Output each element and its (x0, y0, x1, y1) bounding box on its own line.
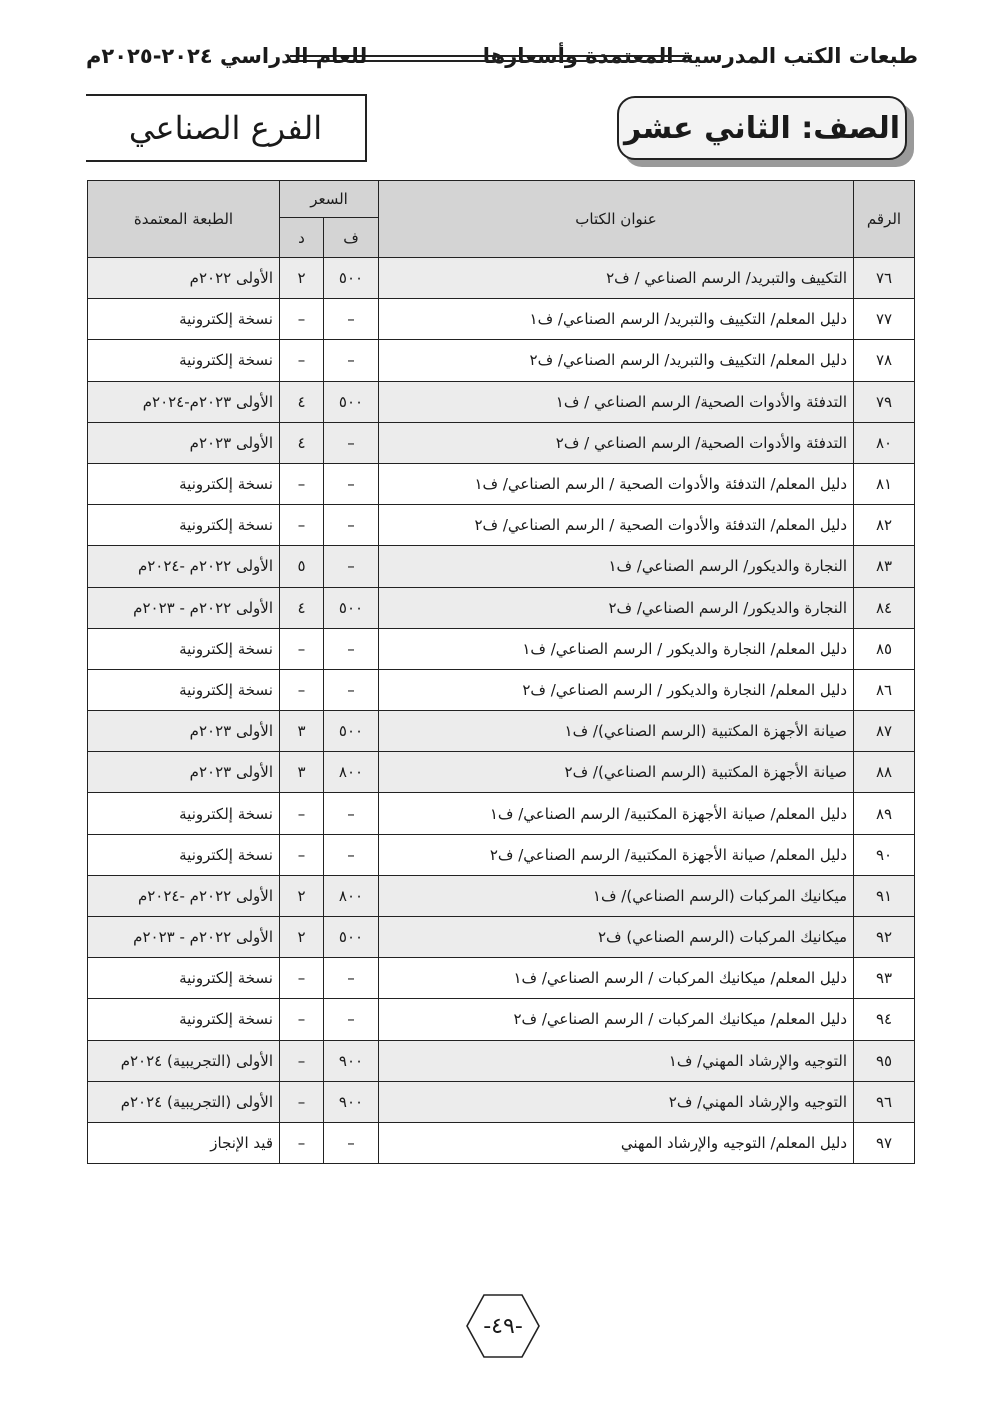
table-row (88, 917, 915, 958)
table-row (88, 258, 915, 299)
approved-edition: الأولى ٢٠٢٣م-٢٠٢٤م (88, 381, 280, 422)
approved-edition: نسخة إلكترونية (88, 340, 280, 381)
price-fils: – (324, 669, 379, 710)
row-number: ٧٧ (854, 299, 915, 340)
page-number (466, 1294, 540, 1358)
table-row (88, 299, 915, 340)
row-number: ٧٨ (854, 340, 915, 381)
approved-edition: الأولى (التجريبية) ٢٠٢٤م (88, 1081, 280, 1122)
price-dinar: ٥ (280, 546, 324, 587)
row-number: ٩٥ (854, 1040, 915, 1081)
approved-edition: الأولى ٢٠٢٢م - ٢٠٢٣م (88, 587, 280, 628)
row-number: ٩٦ (854, 1081, 915, 1122)
row-number: ٨٨ (854, 752, 915, 793)
book-title: التدفئة والأدوات الصحية/ الرسم الصناعي / ف٢ (379, 422, 854, 463)
price-dinar: – (280, 1081, 324, 1122)
price-dinar: – (280, 1122, 324, 1163)
price-fils: ٥٠٠ (324, 381, 379, 422)
table-row (88, 463, 915, 504)
price-dinar: ٤ (280, 381, 324, 422)
price-dinar: – (280, 505, 324, 546)
grade-label (617, 96, 907, 160)
book-title: التدفئة والأدوات الصحية/ الرسم الصناعي / ف١ (379, 381, 854, 422)
price-dinar: – (280, 834, 324, 875)
price-dinar: – (280, 340, 324, 381)
approved-edition: الأولى ٢٠٢٢م - ٢٠٢٣م (88, 917, 280, 958)
row-number: ٩٢ (854, 917, 915, 958)
row-number: ٩١ (854, 875, 915, 916)
header-price: السعر (280, 181, 379, 218)
row-number: ٧٦ (854, 258, 915, 299)
header-price-fils: ف (324, 218, 379, 258)
price-dinar: ٢ (280, 258, 324, 299)
row-number: ٨٧ (854, 711, 915, 752)
price-dinar: ٤ (280, 587, 324, 628)
approved-edition: نسخة إلكترونية (88, 669, 280, 710)
approved-edition: نسخة إلكترونية (88, 628, 280, 669)
book-title: ميكانيك المركبات (الرسم الصناعي)/ ف١ (379, 875, 854, 916)
book-title: دليل المعلم/ التدفئة والأدوات الصحية / الرسم الصناعي/ ف٢ (379, 505, 854, 546)
book-title: دليل المعلم/ صيانة الأجهزة المكتبية/ الرسم الصناعي/ ف١ (379, 793, 854, 834)
price-fils: – (324, 958, 379, 999)
approved-edition: نسخة إلكترونية (88, 463, 280, 504)
table-row (88, 340, 915, 381)
price-fils: ٥٠٠ (324, 917, 379, 958)
price-dinar: – (280, 1040, 324, 1081)
row-number: ٨٦ (854, 669, 915, 710)
academic-year: للعام الدراسي ٢٠٢٤-٢٠٢٥م (86, 44, 368, 68)
price-fils: – (324, 546, 379, 587)
page-number-text: -٤٩- (483, 1313, 523, 1339)
row-number: ٨١ (854, 463, 915, 504)
price-fils: – (324, 463, 379, 504)
price-dinar: ٣ (280, 752, 324, 793)
table-row (88, 1040, 915, 1081)
approved-edition: نسخة إلكترونية (88, 505, 280, 546)
price-fils: – (324, 1122, 379, 1163)
book-title: دليل المعلم/ ميكانيك المركبات / الرسم الصناعي/ ف٢ (379, 999, 854, 1040)
table-row (88, 1122, 915, 1163)
branch-label (86, 94, 367, 162)
row-number: ٨٣ (854, 546, 915, 587)
table-row (88, 422, 915, 463)
price-fils: – (324, 793, 379, 834)
approved-edition: الأولى ٢٠٢٣م (88, 422, 280, 463)
approved-edition: الأولى ٢٠٢٢م -٢٠٢٤م (88, 875, 280, 916)
document-title: طبعات الكتب المدرسية المعتمدة وأسعارها (482, 44, 918, 68)
table-row (88, 711, 915, 752)
book-title: صيانة الأجهزة المكتبية (الرسم الصناعي)/ ف١ (379, 711, 854, 752)
price-fils: ٩٠٠ (324, 1081, 379, 1122)
book-title: دليل المعلم/ التدفئة والأدوات الصحية / الرسم الصناعي/ ف١ (379, 463, 854, 504)
row-number: ٨٩ (854, 793, 915, 834)
header-price-dinar: د (280, 218, 324, 258)
table-row (88, 752, 915, 793)
price-dinar: ٢ (280, 875, 324, 916)
book-title: دليل المعلم/ التكييف والتبريد/ الرسم الصناعي/ ف٢ (379, 340, 854, 381)
approved-edition: الأولى ٢٠٢٣م (88, 711, 280, 752)
book-title: صيانة الأجهزة المكتبية (الرسم الصناعي)/ ف٢ (379, 752, 854, 793)
approved-edition: نسخة إلكترونية (88, 999, 280, 1040)
book-title: دليل المعلم/ النجارة والديكور / الرسم الصناعي/ ف١ (379, 628, 854, 669)
book-title: التوجيه والإرشاد المهني/ ف١ (379, 1040, 854, 1081)
book-title: التوجيه والإرشاد المهني/ ف٢ (379, 1081, 854, 1122)
price-fils: ٨٠٠ (324, 875, 379, 916)
price-fils: ٨٠٠ (324, 752, 379, 793)
row-number: ٧٩ (854, 381, 915, 422)
header-edition: الطبعة المعتمدة (88, 181, 280, 258)
book-title: دليل المعلم/ النجارة والديكور / الرسم الصناعي/ ف٢ (379, 669, 854, 710)
approved-edition: نسخة إلكترونية (88, 958, 280, 999)
table-row (88, 546, 915, 587)
book-title: التكييف والتبريد/ الرسم الصناعي / ف٢ (379, 258, 854, 299)
price-dinar: ٣ (280, 711, 324, 752)
book-title: دليل المعلم/ صيانة الأجهزة المكتبية/ الرسم الصناعي/ ف٢ (379, 834, 854, 875)
price-dinar: – (280, 299, 324, 340)
row-number: ٩٣ (854, 958, 915, 999)
table-row (88, 875, 915, 916)
table-row (88, 793, 915, 834)
price-fils: ٩٠٠ (324, 1040, 379, 1081)
header-title: عنوان الكتاب (379, 181, 854, 258)
price-fils: ٥٠٠ (324, 587, 379, 628)
table-row (88, 958, 915, 999)
price-fils: – (324, 505, 379, 546)
row-number: ٩٧ (854, 1122, 915, 1163)
approved-edition: الأولى ٢٠٢٢م -٢٠٢٤م (88, 546, 280, 587)
price-fils: – (324, 299, 379, 340)
book-title: النجارة والديكور/ الرسم الصناعي/ ف٢ (379, 587, 854, 628)
grade-label-text: الصف: الثاني عشر (623, 110, 901, 146)
row-number: ٨٠ (854, 422, 915, 463)
book-title: النجارة والديكور/ الرسم الصناعي/ ف١ (379, 546, 854, 587)
price-dinar: – (280, 999, 324, 1040)
approved-edition: الأولى (التجريبية) ٢٠٢٤م (88, 1040, 280, 1081)
price-dinar: – (280, 628, 324, 669)
approved-edition: الأولى ٢٠٢٣م (88, 752, 280, 793)
approved-edition: الأولى ٢٠٢٢م (88, 258, 280, 299)
price-dinar: – (280, 669, 324, 710)
price-dinar: ٤ (280, 422, 324, 463)
books-table (87, 180, 915, 1164)
table-row (88, 587, 915, 628)
book-title: ميكانيك المركبات (الرسم الصناعي) ف٢ (379, 917, 854, 958)
price-fils: – (324, 628, 379, 669)
price-fils: – (324, 340, 379, 381)
table-row (88, 505, 915, 546)
price-dinar: – (280, 463, 324, 504)
approved-edition: قيد الإنجاز (88, 1122, 280, 1163)
book-title: دليل المعلم/ التوجيه والإرشاد المهني (379, 1122, 854, 1163)
branch-label-text: الفرع الصناعي (128, 109, 323, 147)
price-dinar: – (280, 958, 324, 999)
book-title: دليل المعلم/ التكييف والتبريد/ الرسم الصناعي/ ف١ (379, 299, 854, 340)
approved-edition: نسخة إلكترونية (88, 834, 280, 875)
book-title: دليل المعلم/ ميكانيك المركبات / الرسم الصناعي/ ف١ (379, 958, 854, 999)
row-number: ٨٥ (854, 628, 915, 669)
row-number: ٨٢ (854, 505, 915, 546)
table-row (88, 999, 915, 1040)
approved-edition: نسخة إلكترونية (88, 793, 280, 834)
price-fils: – (324, 422, 379, 463)
approved-edition: نسخة إلكترونية (88, 299, 280, 340)
price-dinar: – (280, 793, 324, 834)
table-row (88, 834, 915, 875)
price-fils: – (324, 834, 379, 875)
price-dinar: ٢ (280, 917, 324, 958)
table-row (88, 628, 915, 669)
table-row (88, 381, 915, 422)
table-row (88, 669, 915, 710)
row-number: ٩٤ (854, 999, 915, 1040)
header-number: الرقم (854, 181, 915, 258)
price-fils: ٥٠٠ (324, 258, 379, 299)
price-fils: – (324, 999, 379, 1040)
price-fils: ٥٠٠ (324, 711, 379, 752)
row-number: ٩٠ (854, 834, 915, 875)
row-number: ٨٤ (854, 587, 915, 628)
table-row (88, 1081, 915, 1122)
